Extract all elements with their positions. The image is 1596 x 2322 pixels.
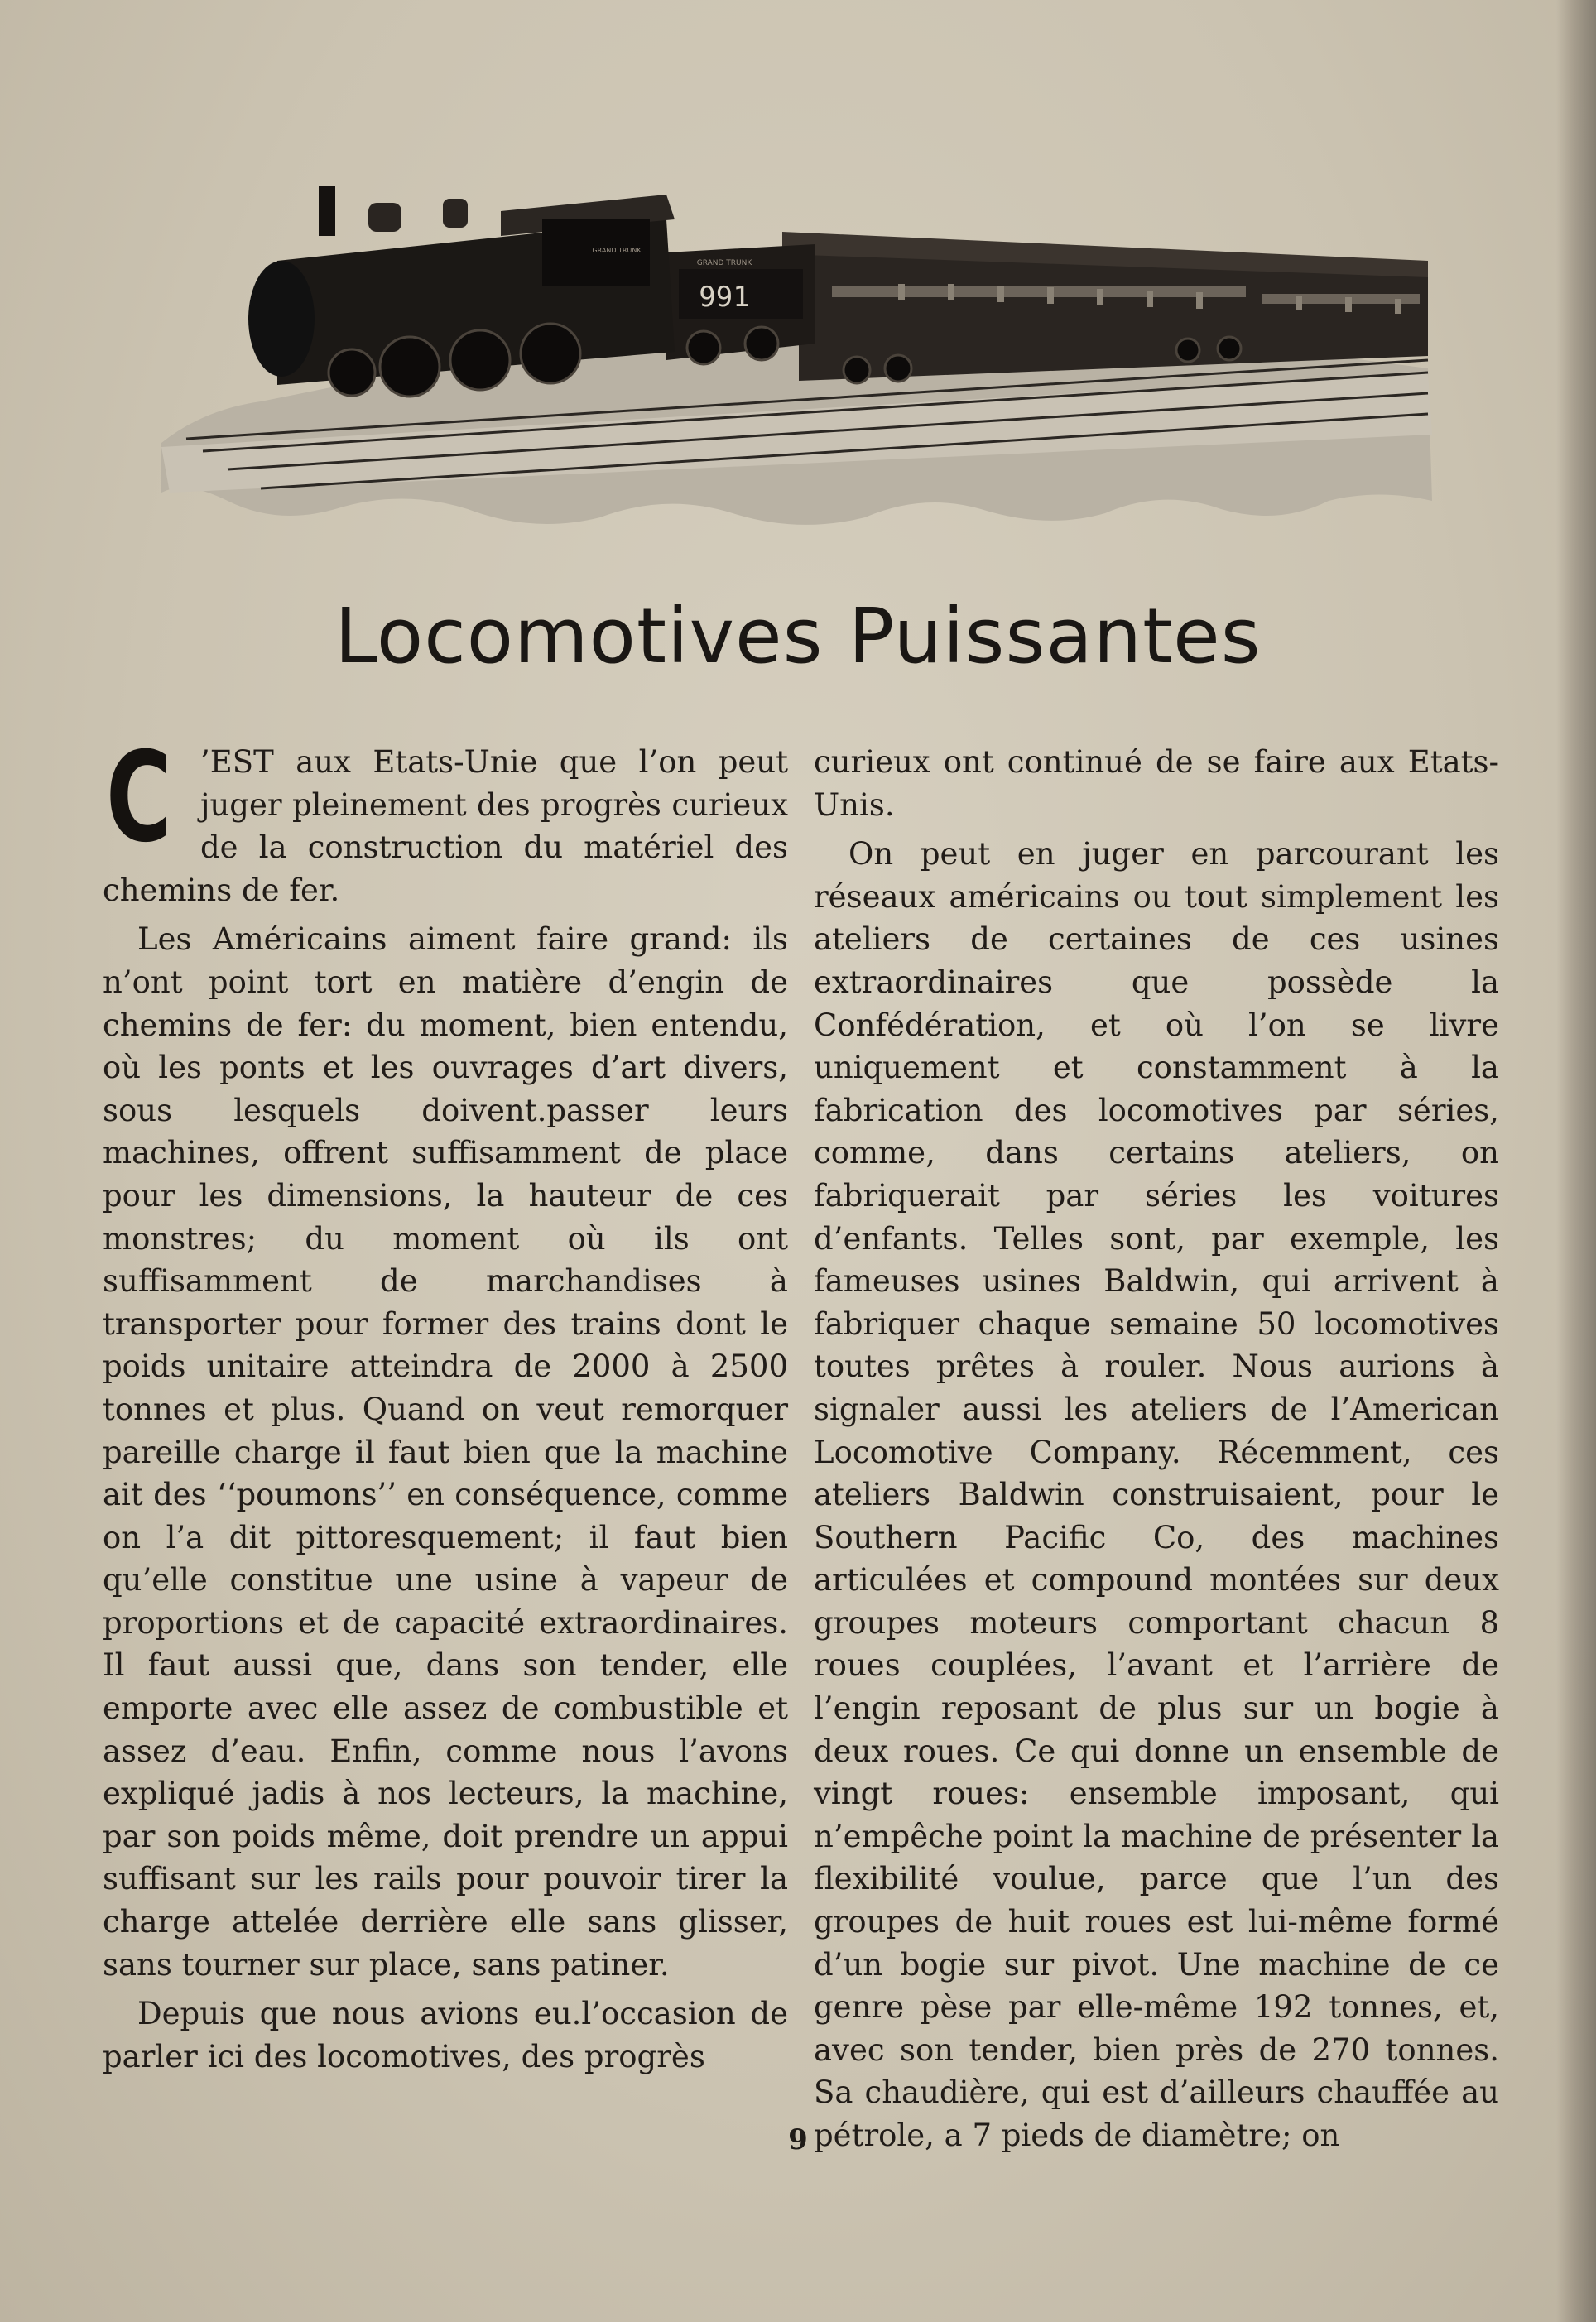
left-paragraph-2: Les Américains aiment faire grand: ils n’ont point tort en matière d’engin de chemins de fer: du moment, bien entendu, où les ponts et les ouvrages d’art divers, sous lesquels doivent.passer leurs machines, offrent suffisamment de place pour les dimensions, la hauteur de ces monstres; du moment où ils ont suffisamment de marchandises à transporter pour former des trains dont le poids unitaire atteindra de 2000 à 2500 tonnes et plus. Quand on veut remorquer pareille charge il faut bien que la machine ait des ‘‘poumons’’ en conséquence, comme on l’a dit pittoresquement; il faut bien qu’elle constitue une usine à vapeur de proportions et de capacité extraordinaires. Il faut aussi que, dans son tender, elle emporte avec elle assez de combustible et assez d’eau. Enfin, comme nous l’avons expliqué jadis à nos lecteurs, la machine, par son poids même, doit prendre un appui suffisant sur les rails pour pouvoir tirer la charge attelée derrière elle sans glisser, sans tourner sur place, sans patiner.	[103, 921, 788, 1983]
tender-lettering: GRAND TRUNK	[696, 259, 752, 267]
left-column	[103, 726, 788, 2084]
page-edge-shadow	[1556, 0, 1596, 2322]
drop-cap: C	[106, 726, 172, 870]
left-paragraph-1-text: ’EST aux Etats-Unie que l’on peut juger pleinement des progrès curieux de la construction du matériel des chemins de fer.	[103, 744, 788, 908]
engine-number: 991	[699, 281, 750, 314]
left-paragraph-3: Depuis que nous avions eu.l’occasion de parler ici des locomotives, des progrès	[103, 1996, 788, 2074]
cab-lettering: GRAND TRUNK	[592, 247, 642, 254]
page-number: 9	[788, 2123, 808, 2156]
right-column	[814, 741, 1499, 2164]
left-paragraph-1	[103, 726, 788, 911]
locomotive-train-icon	[153, 161, 1432, 538]
page-title: Locomotives Puissantes	[334, 592, 1262, 680]
right-paragraph-1: curieux ont continué de se faire aux Etats-Unis.	[814, 744, 1499, 823]
right-paragraph-2: On peut en juger en parcourant les réseaux américains ou tout simplement les ateliers de certaines de ces usines extraordinaires que possède la Confédération, et où l’on se livre uniquement et constamment à la fabrication des locomotives par séries, comme, dans certains ateliers, on fabriquerait par séries les voitures d’enfants. Telles sont, par exemple, les fameuses usines Baldwin, qui arrivent à fabriquer chaque semaine 50 locomotives toutes prêtes à rouler. Nous aurions à signaler aussi les ateliers de l’American Locomotive Company. Récemment, ces ateliers Baldwin construisaient, pour le Southern Pacific Co, des machines articulées et compound montées sur deux groupes moteurs comportant chacun 8 roues couplées, l’avant et l’arrière de l’engin reposant de plus sur un bogie à deux roues. Ce qui donne un ensemble de vingt roues: ensemble imposant, qui n’empêche point la machine de présenter la flexibilité voulue, parce que l’un des groupes de huit roues est lui-même formé d’un bogie sur pivot. Une machine de ce genre pèse par elle-même 192 tonnes, et, avec son tender, bien près de 270 tonnes. Sa chaudière, qui est d’ailleurs chauffée au pétrole, a 7 pieds de diamètre; on	[814, 836, 1499, 2153]
